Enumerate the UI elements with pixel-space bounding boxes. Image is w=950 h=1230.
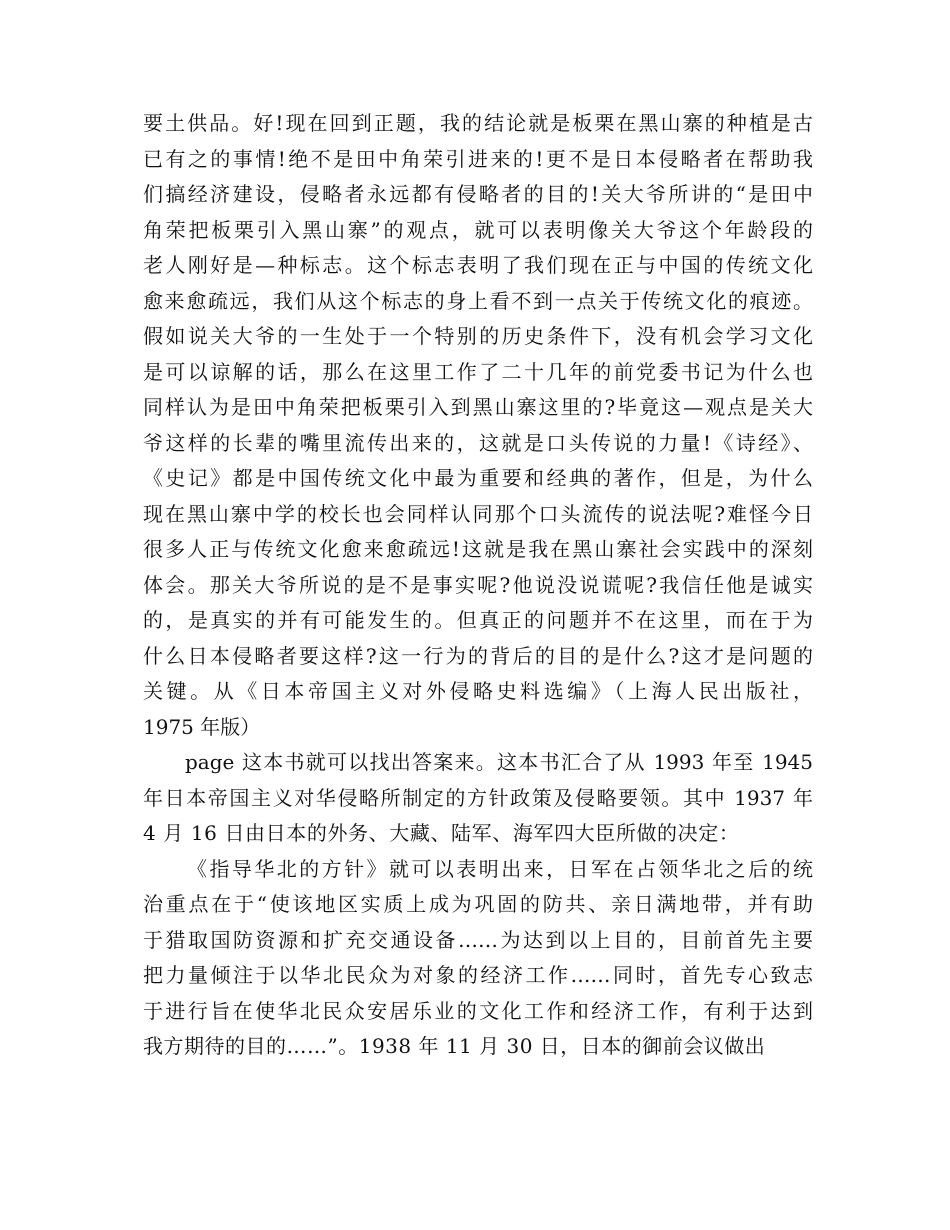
- text-line: 角荣把板栗引入黑山寨”的观点，就可以表明像关大爷这个年龄段的: [143, 217, 813, 242]
- text-line: 于猎取国防资源和扩充交通设备……为达到以上目的，目前首先主要: [143, 927, 813, 952]
- text-line: 《指导华北的方针》就可以表明出来，日军在占领华北之后的统: [187, 856, 813, 881]
- text-line: 4 月 16 日由日本的外务、大藏、陆军、海军四大臣所做的决定：: [143, 821, 740, 845]
- text-line: 年日本帝国主义对华侵略所制定的方针政策及侵略要领。其中 1937 年: [143, 785, 813, 810]
- text-line: 很多人正与传统文化愈来愈疏远!这就是我在黑山寨社会实践中的深刻: [143, 537, 813, 561]
- text-line: 于进行旨在使华北民众安居乐业的文化工作和经济工作，有利于达到: [143, 998, 813, 1023]
- text-line: 《史记》都是中国传统文化中最为重要和经典的著作，但是，为什么: [143, 466, 813, 490]
- text-line: 愈来愈疏远，我们从这个标志的身上看不到一点关于传统文化的痕迹。: [143, 288, 813, 313]
- text-line: 同样认为是田中角荣把板栗引入到黑山寨这里的?毕竟这—观点是关大: [143, 395, 813, 419]
- text-line: 爷这样的长辈的嘴里流传出来的，这就是口头传说的力量!《诗经》、: [143, 430, 813, 455]
- text-line: page 这本书就可以找出答案来。这本书汇合了从 1993 年至 1945: [185, 750, 813, 774]
- body-text: [143, 106, 813, 1065]
- text-line: 假如说关大爷的一生处于一个特别的历史条件下，没有机会学习文化: [143, 324, 813, 348]
- text-line: 老人刚好是—种标志。这个标志表明了我们现在正与中国的传统文化: [143, 253, 813, 277]
- text-line: 我方期待的目的……”。1938 年 11 月 30 日，日本的御前会议做出: [143, 1034, 766, 1058]
- text-line: 1975 年版）: [143, 714, 261, 739]
- text-line: 是可以谅解的话，那么在这里工作了二十几年的前党委书记为什么也: [143, 359, 813, 384]
- text-line: 现在黑山寨中学的校长也会同样认同那个口头流传的说法呢?难怪今日: [143, 501, 813, 526]
- text-line: 们搞经济建设，侵略者永远都有侵略者的目的!关大爷所讲的“是田中: [143, 182, 813, 206]
- text-line: 的，是真实的并有可能发生的。但真正的问题并不在这里，而在于为: [143, 608, 813, 632]
- text-line: 把力量倾注于以华北民众为对象的经济工作……同时，首先专心致志: [143, 963, 813, 987]
- text-line: 什么日本侵略者要这样?这一行为的背后的目的是什么?这才是问题的: [143, 643, 813, 668]
- text-line: 治重点在于“使该地区实质上成为巩固的防共、亲日满地带，并有助: [143, 892, 813, 916]
- text-line: 关键。从《日本帝国主义对外侵略史料选编》（上海人民出版社，: [143, 679, 813, 703]
- text-line: 已有之的事情!绝不是田中角荣引进来的!更不是日本侵略者在帮助我: [143, 146, 813, 171]
- text-line: 要土供品。好!现在回到正题，我的结论就是板栗在黑山寨的种植是古: [143, 111, 813, 135]
- text-line: 体会。那关大爷所说的是不是事实呢?他说没说谎呢?我信任他是诚实: [143, 572, 813, 597]
